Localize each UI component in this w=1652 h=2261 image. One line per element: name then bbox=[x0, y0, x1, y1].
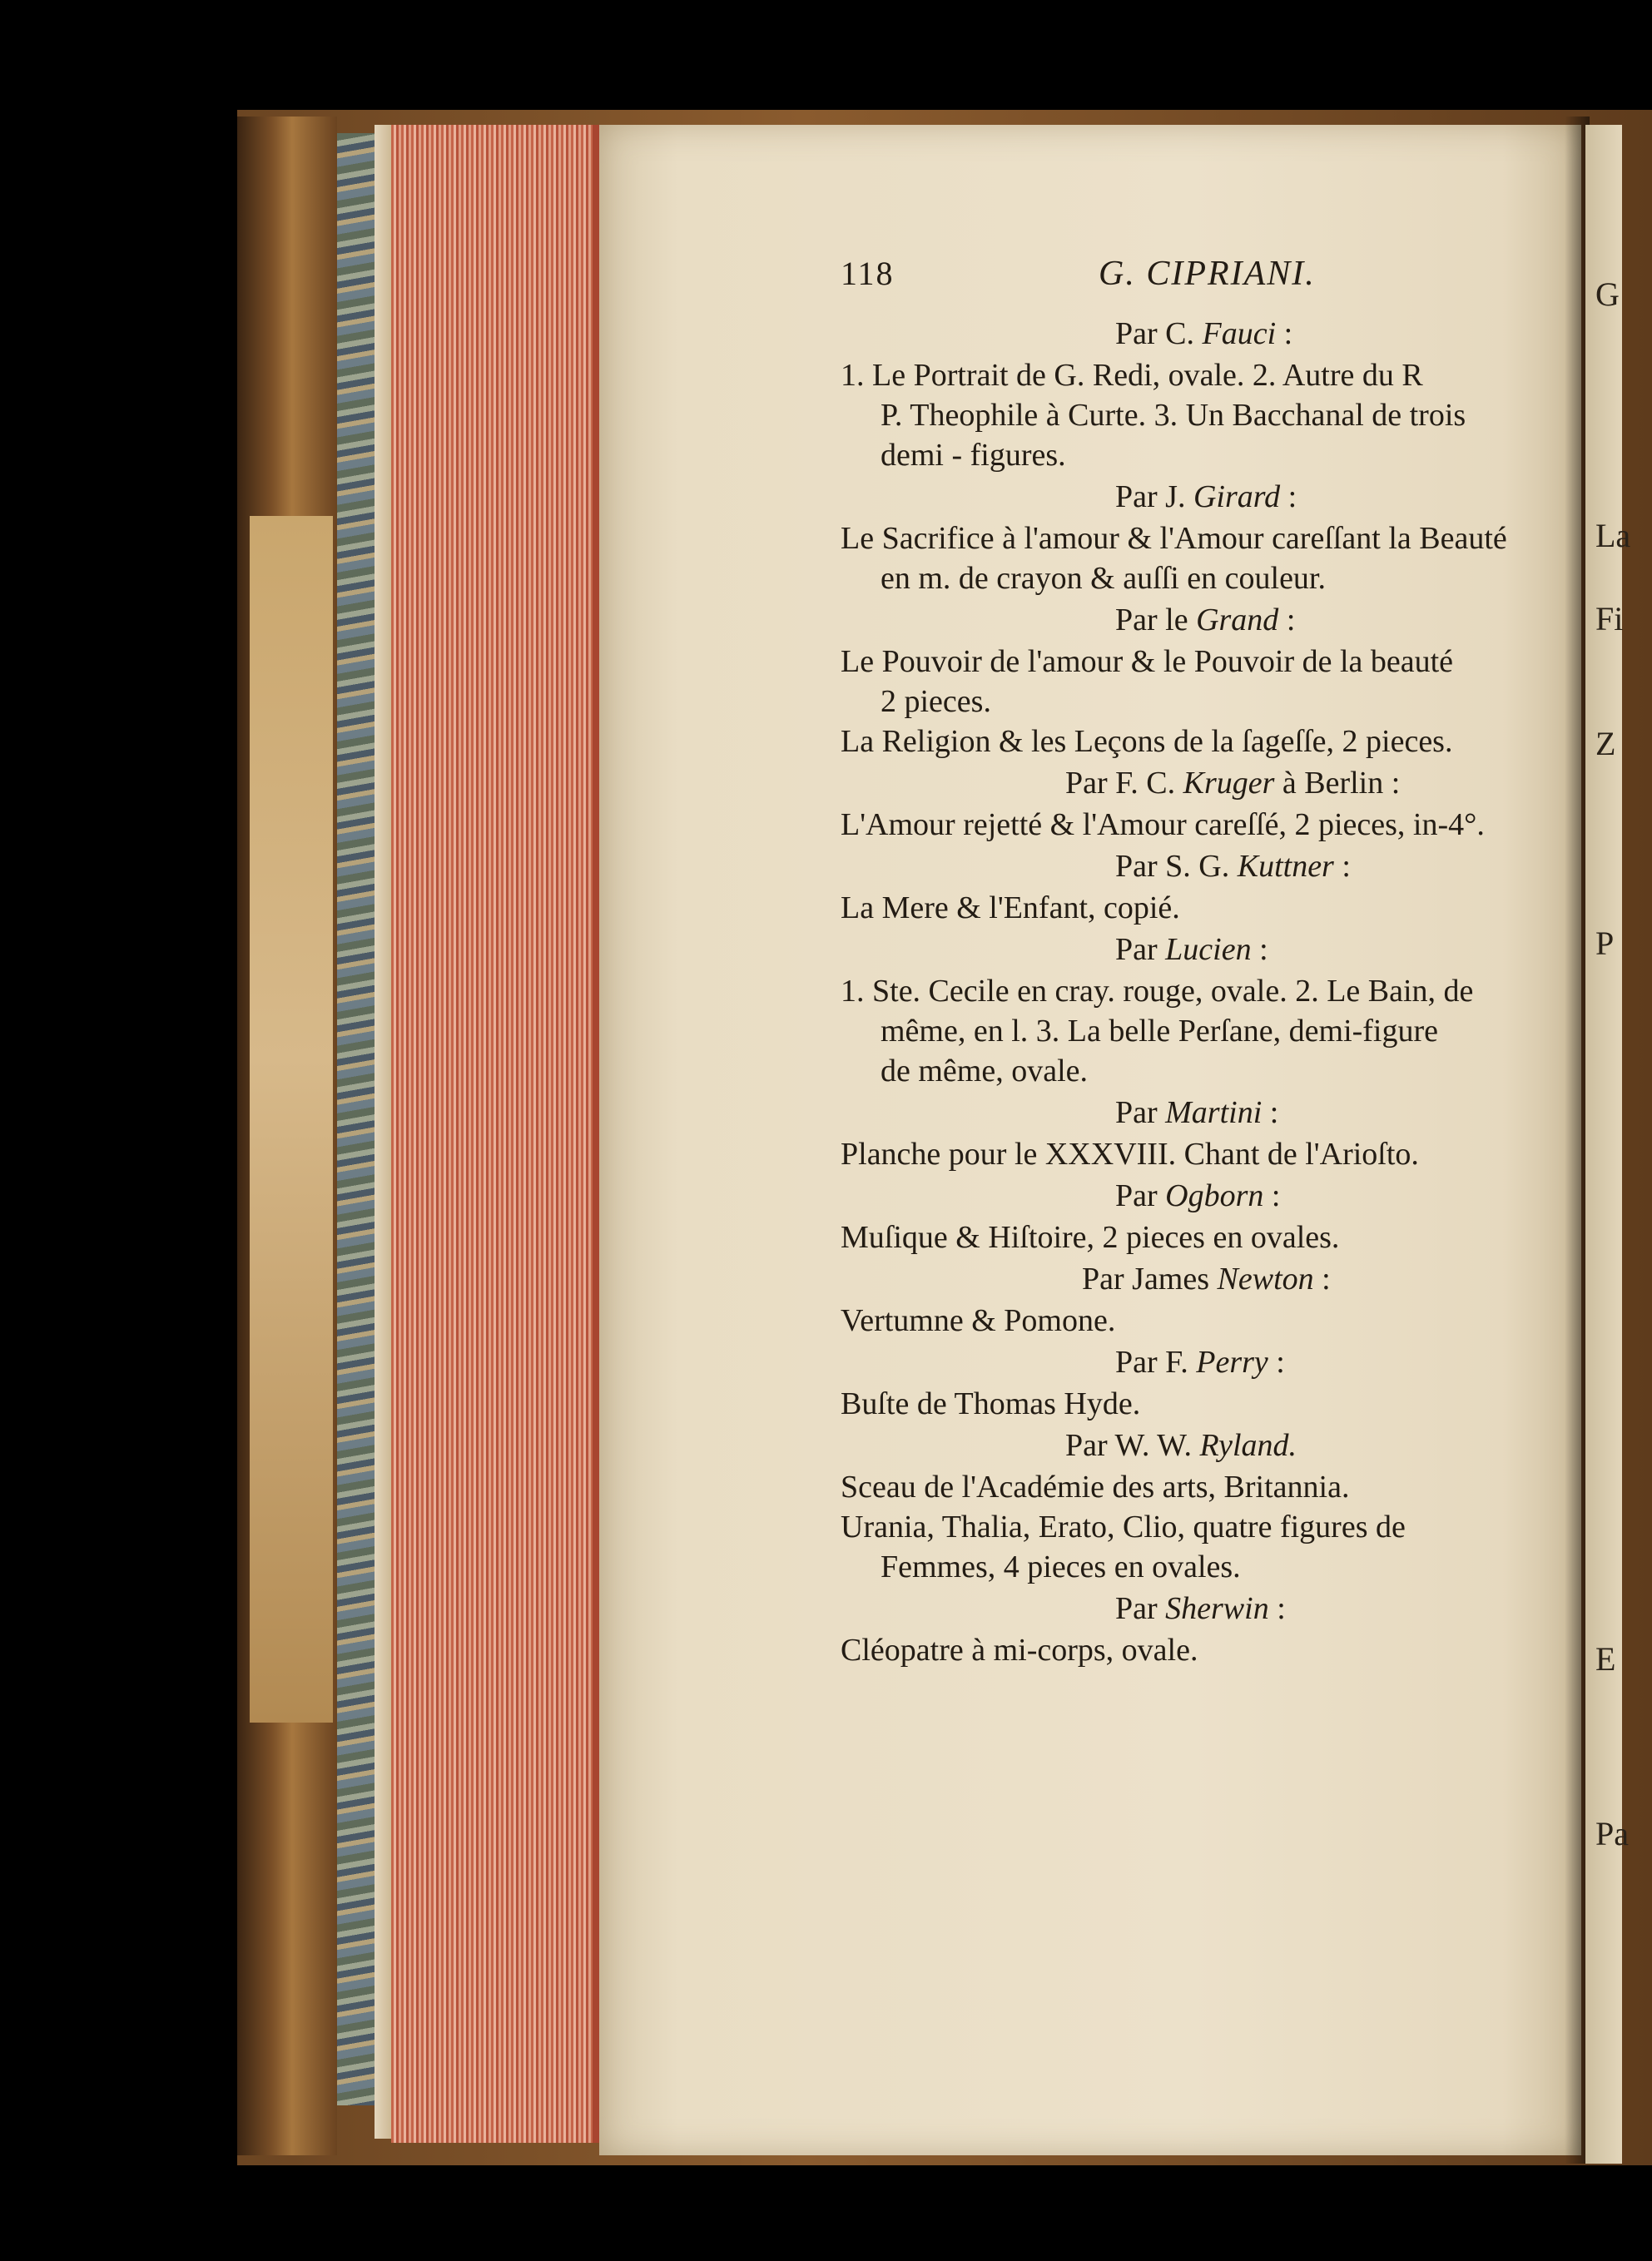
facing-page-letter: Pa bbox=[1595, 1815, 1629, 1852]
entry-line: demi - figures. bbox=[881, 438, 1066, 473]
heading-suffix: : bbox=[1286, 602, 1296, 637]
entry-line: en m. de crayon & auſſi en couleur. bbox=[881, 561, 1326, 596]
engraver-name: Fauci bbox=[1202, 316, 1277, 351]
heading-suffix: : bbox=[1342, 849, 1351, 884]
heading-suffix: : bbox=[1277, 1591, 1286, 1626]
entry-line: Le Pouvoir de l'amour & le Pouvoir de la beauté bbox=[841, 644, 1454, 679]
worn-leather-patch bbox=[250, 516, 333, 1723]
engraver-section bbox=[841, 312, 1573, 475]
heading-prefix: Par F. bbox=[1115, 1345, 1188, 1380]
engraver-heading bbox=[841, 1174, 1573, 1217]
entry-line: L'Amour rejetté & l'Amour careſſé, 2 pieces, in-4°. bbox=[841, 807, 1485, 842]
engraver-section bbox=[841, 1587, 1573, 1670]
entry-line: La Religion & les Leçons de la ſageſſe, 2 pieces. bbox=[841, 724, 1453, 759]
heading-prefix: Par W. W. bbox=[1065, 1428, 1193, 1463]
entry-line: 1. Le Portrait de G. Redi, ovale. 2. Autre du R bbox=[841, 358, 1423, 393]
engraver-heading bbox=[841, 1341, 1573, 1384]
engraver-heading bbox=[841, 845, 1573, 888]
heading-prefix: Par S. G. bbox=[1115, 849, 1230, 884]
heading-prefix: Par bbox=[1115, 932, 1158, 967]
entry-line: Le Sacrifice à l'amour & l'Amour careſſant la Beauté bbox=[841, 521, 1507, 556]
running-head bbox=[841, 254, 1573, 312]
page-block-edge bbox=[375, 125, 391, 2139]
running-title: G. CIPRIANI. bbox=[1099, 255, 1316, 293]
heading-suffix: : bbox=[1283, 316, 1293, 351]
engraver-heading bbox=[841, 598, 1573, 642]
heading-suffix: : bbox=[1322, 1262, 1331, 1297]
engraver-name: Kuttner bbox=[1237, 849, 1334, 884]
entry-line: Planche pour le XXXVIII. Chant de l'Arioſto. bbox=[841, 1137, 1419, 1172]
entry-line: Urania, Thalia, Erato, Clio, quatre figures de bbox=[841, 1510, 1406, 1545]
engraver-name: Sherwin bbox=[1165, 1591, 1269, 1626]
heading-prefix: Par bbox=[1115, 1095, 1158, 1130]
engraver-name: Lucien bbox=[1165, 932, 1252, 967]
entry-line: Muſique & Hiſtoire, 2 pieces en ovales. bbox=[841, 1220, 1340, 1255]
heading-prefix: Par James bbox=[1082, 1262, 1210, 1297]
facing-page-letter: E bbox=[1595, 1640, 1616, 1678]
entry-line: de même, ovale. bbox=[881, 1054, 1089, 1088]
engraver-section bbox=[841, 1091, 1573, 1174]
heading-suffix: à Berlin : bbox=[1282, 766, 1401, 801]
engraver-section bbox=[841, 1257, 1573, 1341]
facing-page-letter: La bbox=[1595, 517, 1631, 554]
heading-suffix: : bbox=[1269, 1095, 1279, 1130]
entry-line: La Mere & l'Enfant, copié. bbox=[841, 890, 1180, 925]
engraver-name: Ogborn bbox=[1165, 1178, 1264, 1213]
engraver-name: Martini bbox=[1165, 1095, 1263, 1130]
marbled-endpaper-edge bbox=[337, 133, 375, 2105]
entry-line: Femmes, 4 pieces en ovales. bbox=[881, 1549, 1241, 1584]
heading-prefix: Par bbox=[1115, 1178, 1158, 1213]
engraver-name: Newton bbox=[1217, 1262, 1314, 1297]
facing-page-letter: G bbox=[1595, 275, 1620, 313]
engraver-heading bbox=[841, 1587, 1573, 1630]
entry-line: Cléopatre à mi-corps, ovale. bbox=[841, 1633, 1198, 1668]
engraver-section bbox=[841, 845, 1573, 928]
heading-prefix: Par F. C. bbox=[1065, 766, 1176, 801]
engraver-section bbox=[841, 475, 1573, 598]
entry-line: 2 pieces. bbox=[881, 684, 991, 719]
engraver-name: Girard bbox=[1193, 479, 1281, 514]
engraver-heading bbox=[841, 475, 1573, 518]
page-number: 118 bbox=[841, 255, 895, 292]
engraver-name: Ryland. bbox=[1199, 1428, 1297, 1463]
heading-suffix: : bbox=[1259, 932, 1268, 967]
engraver-heading bbox=[841, 761, 1573, 805]
engraver-heading bbox=[841, 928, 1573, 971]
facing-page-fragment bbox=[1585, 125, 1631, 2164]
entry-line: 1. Ste. Cecile en cray. rouge, ovale. 2. Le Bain, de bbox=[841, 974, 1474, 1009]
facing-page-letter: Z bbox=[1595, 725, 1616, 762]
engraver-heading bbox=[841, 1424, 1573, 1467]
heading-suffix: : bbox=[1271, 1178, 1281, 1213]
entry-line: Vertumne & Pomone. bbox=[841, 1303, 1116, 1338]
engraver-heading bbox=[841, 312, 1573, 355]
entry-line: Buſte de Thomas Hyde. bbox=[841, 1386, 1141, 1421]
facing-page-letter: Fi bbox=[1595, 600, 1624, 637]
engraver-name: Kruger bbox=[1183, 766, 1275, 801]
heading-suffix: : bbox=[1276, 1345, 1285, 1380]
engraver-name: Perry bbox=[1196, 1345, 1268, 1380]
heading-prefix: Par le bbox=[1115, 602, 1188, 637]
engraver-section bbox=[841, 1174, 1573, 1257]
engraver-section bbox=[841, 598, 1573, 761]
page-text bbox=[841, 254, 1573, 1670]
facing-page-letter: P bbox=[1595, 925, 1615, 962]
engraver-section bbox=[841, 761, 1573, 845]
heading-prefix: Par bbox=[1115, 1591, 1158, 1626]
entry-line: P. Theophile à Curte. 3. Un Bacchanal de trois bbox=[881, 398, 1466, 433]
engraver-heading bbox=[841, 1257, 1573, 1301]
entry-line: même, en l. 3. La belle Perſane, demi-figure bbox=[881, 1014, 1439, 1049]
red-sprinkled-page-edges bbox=[391, 125, 599, 2143]
engraver-section bbox=[841, 1424, 1573, 1587]
engraver-name: Grand bbox=[1196, 602, 1279, 637]
heading-prefix: Par J. bbox=[1115, 479, 1186, 514]
heading-prefix: Par C. bbox=[1115, 316, 1194, 351]
entry-line: Sceau de l'Académie des arts, Britannia. bbox=[841, 1470, 1350, 1505]
engraver-section bbox=[841, 1341, 1573, 1424]
engraver-list bbox=[841, 312, 1573, 1670]
engraver-heading bbox=[841, 1091, 1573, 1134]
engraver-section bbox=[841, 928, 1573, 1091]
heading-suffix: : bbox=[1287, 479, 1297, 514]
